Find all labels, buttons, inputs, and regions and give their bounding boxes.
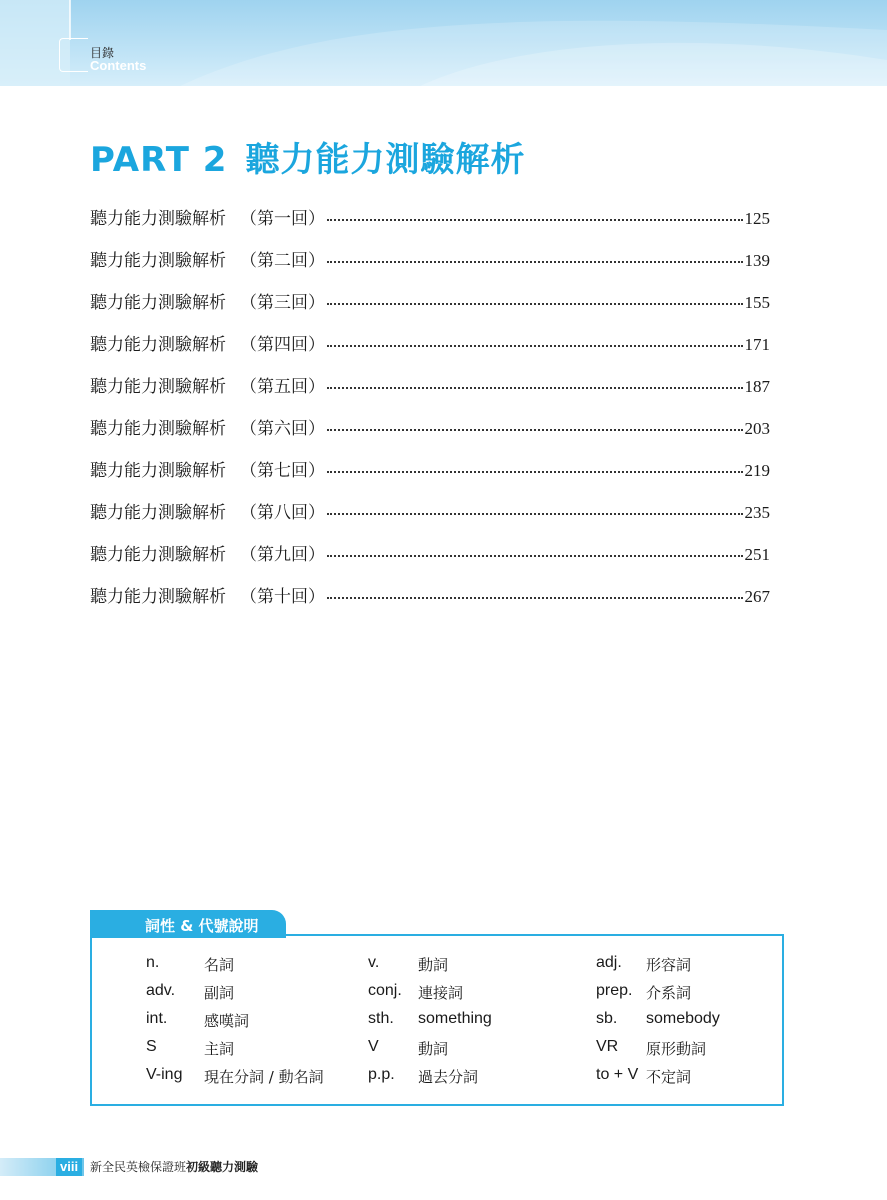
table-of-contents — [90, 204, 770, 624]
toc-entry-round: （第一回） — [240, 209, 325, 229]
legend-abbr: n. — [146, 954, 160, 971]
toc-entry-title: 聽力能力測驗解析 — [90, 419, 226, 439]
book-title-suffix: 初級聽力測驗 — [186, 1160, 259, 1174]
legend-meaning: 連接詞 — [418, 984, 464, 1002]
header-frame — [59, 38, 88, 72]
toc-entry[interactable] — [90, 204, 770, 246]
toc-entry-title: 聽力能力測驗解析 — [90, 377, 226, 397]
legend-grid — [146, 954, 766, 1094]
legend-tab — [90, 910, 286, 938]
toc-leader-dots — [327, 513, 743, 515]
toc-leader-dots — [327, 387, 743, 389]
legend-abbr: adj. — [596, 954, 622, 971]
legend-abbr: v. — [368, 954, 380, 971]
toc-entry-round: （第二回） — [240, 251, 325, 271]
toc-leader-dots — [327, 345, 743, 347]
legend-meaning: 原形動詞 — [646, 1040, 707, 1058]
page-header — [0, 0, 887, 86]
legend-abbr: sth. — [368, 1010, 394, 1027]
legend-meaning: 動詞 — [418, 956, 449, 974]
page-number: viii — [56, 1158, 82, 1176]
legend-row — [146, 954, 766, 982]
toc-entry-title: 聽力能力測驗解析 — [90, 251, 226, 271]
toc-entry-round: （第六回） — [240, 419, 325, 439]
toc-entry[interactable] — [90, 288, 770, 330]
toc-entry-title: 聽力能力測驗解析 — [90, 335, 226, 355]
legend-abbr: V-ing — [146, 1066, 183, 1083]
legend-meaning: 過去分詞 — [418, 1068, 479, 1086]
toc-entry-round: （第九回） — [240, 545, 325, 565]
legend-abbr: adv. — [146, 982, 176, 999]
legend-row — [146, 1066, 766, 1094]
legend-meaning: 形容詞 — [646, 956, 692, 974]
header-subtitle: Contents — [90, 58, 147, 73]
toc-entry-title: 聽力能力測驗解析 — [90, 461, 226, 481]
toc-leader-dots — [327, 471, 743, 473]
toc-entry-page: 251 — [744, 545, 770, 564]
legend-abbr: V — [368, 1038, 379, 1055]
toc-entry-title: 聽力能力測驗解析 — [90, 209, 226, 229]
legend-meaning: 副詞 — [204, 984, 235, 1002]
legend-meaning: something — [418, 1010, 492, 1027]
toc-entry-page: 125 — [744, 209, 770, 228]
toc-entry-page: 267 — [744, 587, 770, 606]
toc-leader-dots — [327, 219, 743, 221]
toc-entry-page: 203 — [744, 419, 770, 438]
toc-entry-page: 187 — [744, 377, 770, 396]
toc-entry-title: 聽力能力測驗解析 — [90, 503, 226, 523]
toc-entry[interactable] — [90, 582, 770, 624]
legend-row — [146, 1038, 766, 1066]
legend-meaning: somebody — [646, 1010, 720, 1027]
toc-entry-round: （第七回） — [240, 461, 325, 481]
legend-abbr: VR — [596, 1038, 619, 1055]
header-title: 目錄 — [90, 46, 115, 60]
legend-abbr: int. — [146, 1010, 168, 1027]
toc-entry-round: （第十回） — [240, 587, 325, 607]
toc-leader-dots — [327, 303, 743, 305]
toc-entry-page: 139 — [744, 251, 770, 270]
toc-entry[interactable] — [90, 330, 770, 372]
legend-meaning: 現在分詞 / 動名詞 — [204, 1068, 324, 1086]
toc-entry-page: 235 — [744, 503, 770, 522]
header-decoration — [0, 0, 887, 86]
legend-meaning: 介系詞 — [646, 984, 692, 1002]
toc-entry-page: 219 — [744, 461, 770, 480]
toc-leader-dots — [327, 597, 743, 599]
legend-row — [146, 1010, 766, 1038]
legend-row — [146, 982, 766, 1010]
part-name: 聽力能力測驗解析 — [245, 140, 526, 180]
toc-entry-title: 聽力能力測驗解析 — [90, 293, 226, 313]
toc-entry-title: 聽力能力測驗解析 — [90, 545, 226, 565]
legend-meaning: 感嘆詞 — [204, 1012, 250, 1030]
legend-abbr: to + V — [596, 1066, 639, 1083]
part-title — [90, 132, 525, 181]
legend-abbr: S — [146, 1038, 157, 1055]
legend-meaning: 動詞 — [418, 1040, 449, 1058]
book-title-prefix: 新全民英檢保證班 — [90, 1160, 187, 1174]
toc-entry-round: （第五回） — [240, 377, 325, 397]
toc-entry[interactable] — [90, 498, 770, 540]
toc-leader-dots — [327, 429, 743, 431]
toc-leader-dots — [327, 261, 743, 263]
toc-entry[interactable] — [90, 372, 770, 414]
toc-entry-page: 155 — [744, 293, 770, 312]
legend-meaning: 主詞 — [204, 1040, 235, 1058]
legend-title: 詞性 & 代號說明 — [145, 917, 259, 935]
toc-entry-round: （第三回） — [240, 293, 325, 313]
toc-entry-round: （第四回） — [240, 335, 325, 355]
toc-entry[interactable] — [90, 414, 770, 456]
toc-leader-dots — [327, 555, 743, 557]
toc-entry-page: 171 — [744, 335, 770, 354]
toc-entry-round: （第八回） — [240, 503, 325, 523]
part-number: PART 2 — [90, 140, 228, 180]
legend-abbr: prep. — [596, 982, 633, 999]
toc-entry[interactable] — [90, 246, 770, 288]
toc-entry[interactable] — [90, 540, 770, 582]
book-title — [90, 1159, 258, 1175]
legend-abbr: sb. — [596, 1010, 618, 1027]
legend-abbr: conj. — [368, 982, 402, 999]
legend-abbr: p.p. — [368, 1066, 395, 1083]
toc-entry-title: 聽力能力測驗解析 — [90, 587, 226, 607]
toc-entry[interactable] — [90, 456, 770, 498]
legend-meaning: 不定詞 — [646, 1068, 692, 1086]
legend-meaning: 名詞 — [204, 956, 235, 974]
